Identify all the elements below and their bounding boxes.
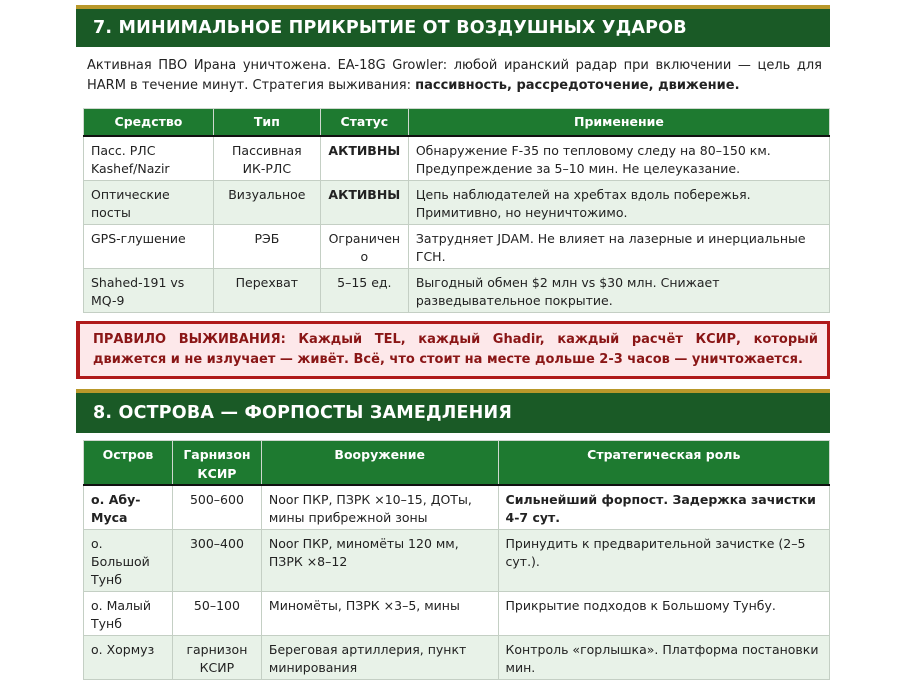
- cell-role: Прикрытие подходов к Большому Тунбу.: [498, 591, 829, 635]
- cell-means: Оптические посты: [84, 181, 214, 225]
- cell-type: Визуальное: [213, 181, 320, 225]
- cell-status: 5–15 ед.: [320, 269, 408, 313]
- cell-role: Принудить к предварительной зачистке (2–5 сут.).: [498, 529, 829, 591]
- cell-garrison: 300–400: [172, 529, 261, 591]
- cell-island: о. Хормуз: [84, 635, 173, 679]
- intro-bold: пассивность, рассредоточение, движение.: [415, 78, 740, 93]
- cell-means: Пасс. РЛС Kashef/Nazir: [84, 136, 214, 181]
- cell-status: АКТИВНЫ: [320, 136, 408, 181]
- survival-rule-callout: ПРАВИЛО ВЫЖИВАНИЯ: Каждый TEL, каждый Ghadir, каждый расчёт КСИР, который движется и не излучает — живёт. Всё, что стоит на месте дольше 2-3 часов — уничтожается.: [76, 321, 830, 379]
- cell-island: о. Малый Тунб: [84, 591, 173, 635]
- table-row: [84, 225, 830, 269]
- table-row: [84, 485, 830, 530]
- header-type: Тип: [213, 109, 320, 137]
- cell-role: Контроль «горлышка». Платформа постановки мин.: [498, 635, 829, 679]
- table-row: [84, 635, 830, 679]
- cell-status: Ограничено: [320, 225, 408, 269]
- cell-use: Обнаружение F-35 по тепловому следу на 80–150 км. Предупреждение за 5–10 мин. Не целеуказание.: [408, 136, 829, 181]
- table-header-row: [84, 441, 830, 485]
- section-7-title: 7. МИНИМАЛЬНОЕ ПРИКРЫТИЕ ОТ ВОЗДУШНЫХ УДАРОВ: [76, 5, 830, 47]
- document-page: [76, 0, 830, 680]
- table-row: [84, 181, 830, 225]
- header-island: Остров: [84, 441, 173, 485]
- cell-island: о. Абу-Муса: [84, 485, 173, 530]
- header-status: Статус: [320, 109, 408, 137]
- table-row: [84, 136, 830, 181]
- cell-island: о. Большой Тунб: [84, 529, 173, 591]
- cell-arms: Noor ПКР, миномёты 120 мм, ПЗРК ×8–12: [261, 529, 498, 591]
- cell-garrison: 500–600: [172, 485, 261, 530]
- header-use: Применение: [408, 109, 829, 137]
- cell-arms: Noor ПКР, ПЗРК ×10–15, ДОТы, мины прибрежной зоны: [261, 485, 498, 530]
- cell-arms: Миномёты, ПЗРК ×3–5, мины: [261, 591, 498, 635]
- cell-role: Сильнейший форпост. Задержка зачистки 4-7 сут.: [498, 485, 829, 530]
- cell-type: Пассивная ИК-РЛС: [213, 136, 320, 181]
- cell-type: Перехват: [213, 269, 320, 313]
- cell-status: АКТИВНЫ: [320, 181, 408, 225]
- islands-table: [83, 440, 830, 680]
- intro-text: Активная ПВО Ирана уничтожена. EA-18G Growler: любой иранский радар при включении — цель для HARM в течение минут. Стратегия выживания:: [87, 58, 822, 93]
- header-means: Средство: [84, 109, 214, 137]
- air-defense-table: [83, 108, 830, 313]
- cell-use: Цепь наблюдателей на хребтах вдоль побережья. Примитивно, но неуничтожимо.: [408, 181, 829, 225]
- cell-garrison: гарнизон КСИР: [172, 635, 261, 679]
- table-row: [84, 529, 830, 591]
- cell-means: GPS-глушение: [84, 225, 214, 269]
- header-arms: Вооружение: [261, 441, 498, 485]
- table-header-row: [84, 109, 830, 137]
- cell-use: Затрудняет JDAM. Не влияет на лазерные и инерциальные ГСН.: [408, 225, 829, 269]
- table-row: [84, 269, 830, 313]
- section-7-intro: [76, 47, 830, 96]
- cell-means: Shahed-191 vs MQ-9: [84, 269, 214, 313]
- header-role: Стратегическая роль: [498, 441, 829, 485]
- header-garrison: Гарнизон КСИР: [172, 441, 261, 485]
- section-8-title: 8. ОСТРОВА — ФОРПОСТЫ ЗАМЕДЛЕНИЯ: [76, 389, 830, 433]
- cell-garrison: 50–100: [172, 591, 261, 635]
- cell-arms: Береговая артиллерия, пункт минирования: [261, 635, 498, 679]
- table-row: [84, 591, 830, 635]
- cell-type: РЭБ: [213, 225, 320, 269]
- cell-use: Выгодный обмен $2 млн vs $30 млн. Снижает разведывательное покрытие.: [408, 269, 829, 313]
